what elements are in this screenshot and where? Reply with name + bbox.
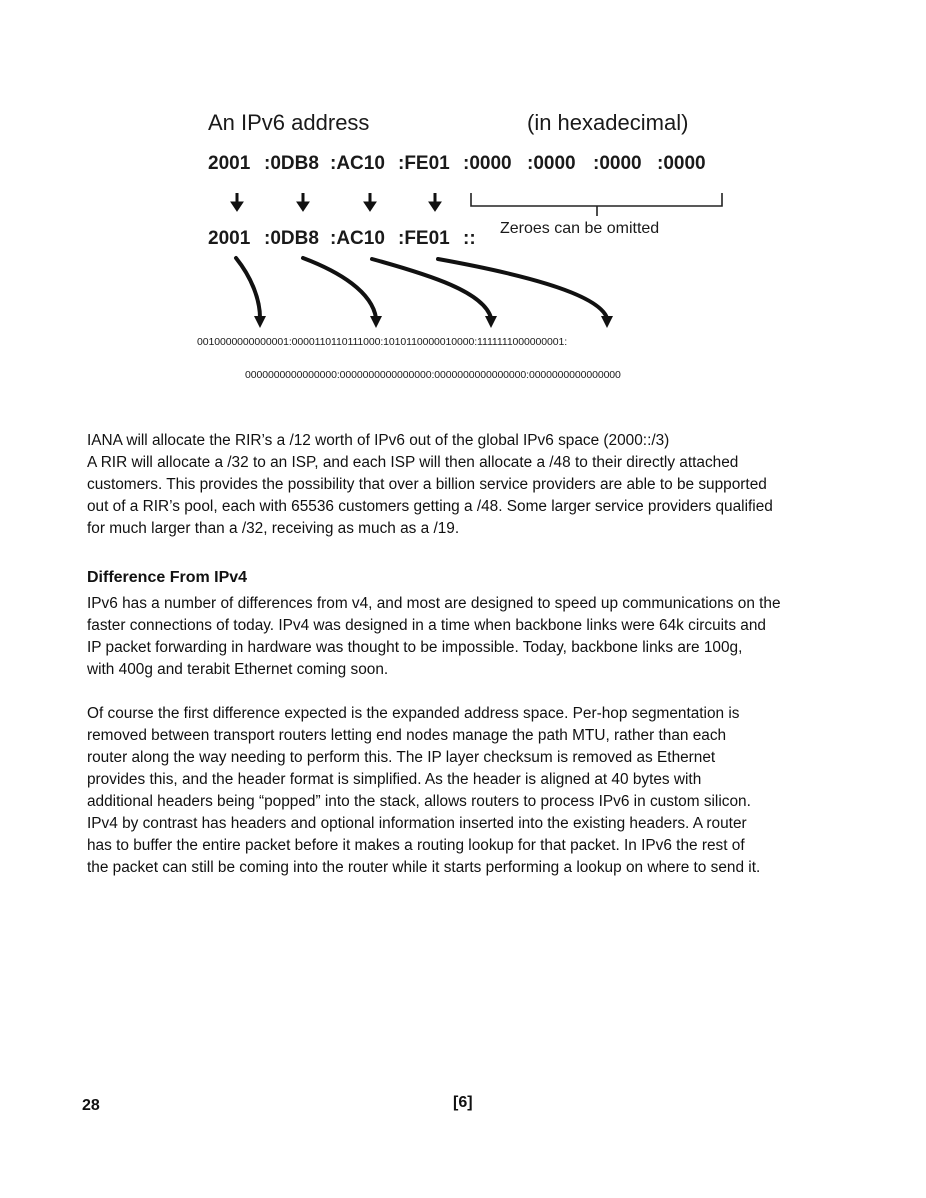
zeroes-note: Zeroes can be omitted <box>500 220 660 237</box>
down-arrow-head-4 <box>429 202 441 211</box>
intro-line-5: for much larger than a /32, receiving as much as a /19. <box>87 520 460 537</box>
section-p1-line-4: with 400g and terabit Ethernet coming soon. <box>87 661 389 678</box>
curved-arrow-heads <box>254 316 613 328</box>
binary-line-1: 0010000000000001:0000110110111000:1010110000010000:1111111000000001: <box>197 336 568 348</box>
full-group-8: :0000 <box>657 153 706 174</box>
section-p2-line-1: Of course the first difference expected is the expanded address space. Per-hop segmentation is <box>87 705 740 722</box>
short-group-1: 2001 <box>208 228 251 249</box>
full-group-7: :0000 <box>593 153 642 174</box>
section-p2-line-6: IPv4 by contrast has headers and optional information inserted into the existing headers. A router <box>87 815 747 832</box>
curved-arrow-head-3 <box>485 316 497 328</box>
ipv6-address-diagram <box>0 0 926 400</box>
page-number: 28 <box>82 1097 100 1114</box>
down-arrows <box>231 193 441 211</box>
curved-arrow-3 <box>372 259 491 318</box>
down-arrow-head-2 <box>297 202 309 211</box>
down-arrow-head-3 <box>364 202 376 211</box>
footer-reference: [6] <box>453 1094 473 1111</box>
diagram-subtitle: (in hexadecimal) <box>527 110 689 135</box>
curved-arrow-4 <box>438 259 607 318</box>
full-group-1: 2001 <box>208 153 251 174</box>
section-p1-line-1: IPv6 has a number of differences from v4, and most are designed to speed up communications on the <box>87 595 781 612</box>
section-p2-line-3: router along the way needing to perform this. The IP layer checksum is removed as Ethernet <box>87 749 716 766</box>
section-p2-line-5: additional headers being “popped” into the stack, allows routers to process IPv6 in custom silicon. <box>87 793 751 810</box>
intro-line-3: customers. This provides the possibility that over a billion service providers are able to be supported <box>87 476 767 493</box>
intro-line-4: out of a RIR’s pool, each with 65536 customers getting a /48. Some larger service providers qualified <box>87 498 773 515</box>
section-p2-line-8: the packet can still be coming into the router while it starts performing a lookup on where to send it. <box>87 859 761 876</box>
section-p1-line-2: faster connections of today. IPv4 was designed in a time when backbone links were 64k circuits and <box>87 617 766 634</box>
curved-arrow-head-1 <box>254 316 266 328</box>
short-group-2: :0DB8 <box>264 228 319 249</box>
diagram-title: An IPv6 address <box>208 110 370 135</box>
full-group-6: :0000 <box>527 153 576 174</box>
section-p2-line-7: has to buffer the entire packet before it makes a routing lookup for that packet. In IPv6 the rest of <box>87 837 745 854</box>
section-p2-line-2: removed between transport routers letting end nodes manage the path MTU, rather than each <box>87 727 727 744</box>
full-group-4: :FE01 <box>398 153 450 174</box>
section-paragraph-2 <box>87 703 847 879</box>
intro-line-2: A RIR will allocate a /32 to an ISP, and each ISP will then allocate a /48 to their directly attached <box>87 454 739 471</box>
full-group-5: :0000 <box>463 153 512 174</box>
curved-arrow-head-4 <box>601 316 613 328</box>
short-group-5: :: <box>463 228 476 249</box>
intro-line-1: IANA will allocate the RIR’s a /12 worth of IPv6 out of the global IPv6 space (2000::/3) <box>87 432 670 449</box>
down-arrow-head-1 <box>231 202 243 211</box>
section-paragraph-1 <box>87 593 847 681</box>
zeroes-bracket <box>471 193 722 216</box>
short-group-4: :FE01 <box>398 228 450 249</box>
section-heading: Difference From IPv4 <box>87 569 248 586</box>
section-p1-line-3: IP packet forwarding in hardware was thought to be impossible. Today, backbone links are 100g, <box>87 639 743 656</box>
full-group-3: :AC10 <box>330 153 385 174</box>
section-p2-line-4: provides this, and the header format is simplified. As the header is aligned at 40 bytes with <box>87 771 702 788</box>
binary-line-2: 0000000000000000:0000000000000000:0000000000000000:0000000000000000 <box>245 369 621 381</box>
curved-arrow-2 <box>303 258 376 318</box>
curved-arrow-1 <box>236 258 260 318</box>
short-group-3: :AC10 <box>330 228 385 249</box>
curved-arrow-head-2 <box>370 316 382 328</box>
full-group-2: :0DB8 <box>264 153 319 174</box>
curved-arrows <box>236 258 607 318</box>
intro-paragraph <box>87 430 847 540</box>
